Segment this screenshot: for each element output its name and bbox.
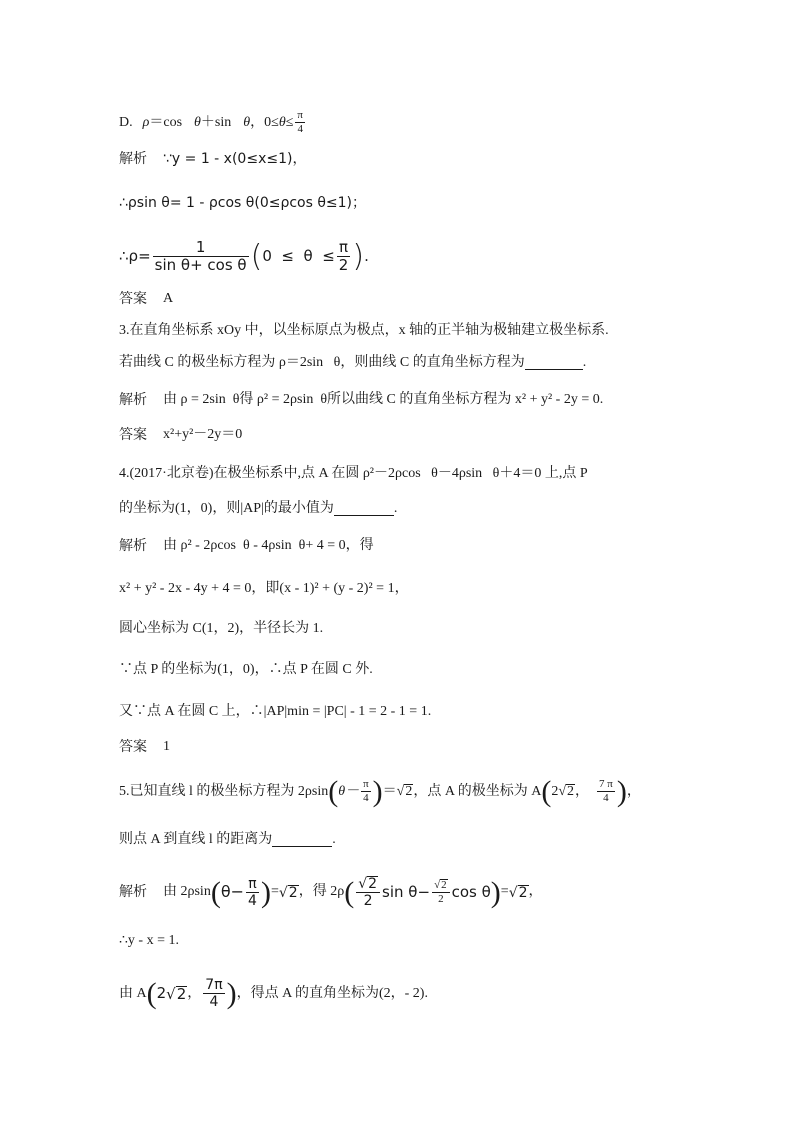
pi-over-4: [295, 110, 305, 135]
pi-over-2: [337, 240, 351, 273]
numerator: √ 2: [434, 879, 447, 891]
question-text: ，点 A 的极坐标为 A: [413, 783, 542, 799]
solution-4-line-1: [119, 539, 374, 553]
solution-text: 由 ρ² - 2ρcos θ - 4ρsin θ+ 4 = 0，得: [163, 538, 374, 553]
solution-text: 2: [156, 984, 167, 1002]
solution-text: 由 ρ = 2sin θ得 ρ² = 2ρsin θ所以曲线 C 的直角坐标方程为 x² + y² - 2y = 0.: [163, 392, 604, 407]
solution-text: ∴y - x = 1.: [119, 933, 179, 948]
denominator: sin θ+ cos θ: [154, 256, 247, 274]
denominator: 4: [248, 892, 257, 909]
solution-text: 由 2ρsin: [163, 884, 211, 899]
radicand: 2: [176, 984, 187, 1003]
question-text: 5.已知直线 l 的极坐标方程为 2ρsin: [119, 783, 329, 799]
question-5-line-2: [119, 832, 336, 847]
fraction: [153, 240, 249, 273]
answer-blank: [334, 501, 394, 516]
solution-4-line-5: [119, 705, 431, 719]
solution-1-line-3: [119, 240, 369, 273]
denominator: 4: [603, 792, 609, 804]
numerator: π: [297, 109, 303, 121]
solution-label: 解析: [119, 884, 147, 900]
solution-5-line-2: [119, 934, 179, 948]
sqrt: √ 2: [508, 884, 528, 901]
solution-1-line-2: [119, 196, 366, 210]
numerator: √ 2: [358, 876, 378, 892]
question-text: 3.在直角坐标系 xOy 中，以坐标原点为极点，x 轴的正半轴为极轴建立极坐标系.: [119, 323, 609, 338]
radicand: 2: [405, 784, 413, 799]
solution-5-line-1: [119, 876, 543, 908]
question-text: 的坐标为(1，0)，则|AP|的最小值为: [119, 500, 334, 516]
solution-text: ∵y = 1 - x(0≤x≤1)，: [163, 151, 307, 167]
solution-text: 0 ≤ θ ≤: [262, 247, 335, 265]
denominator: 4: [297, 123, 303, 135]
answer-blank: [525, 355, 583, 370]
solution-3: [119, 393, 603, 407]
radicand: 2: [288, 884, 298, 901]
numerator: π: [339, 238, 349, 256]
solution-text: 又∵点 A 在圆 C 上，∴|AP|min = |PC| - 1 = 2 - 1 = 1.: [119, 704, 432, 719]
radicand: 2: [518, 884, 528, 901]
text: ，0≤: [250, 114, 279, 130]
solution-4-line-3: [119, 622, 323, 636]
option-d: [119, 110, 307, 135]
sqrt2-over-2: [356, 876, 380, 908]
denominator: 2: [363, 893, 373, 909]
solution-text: ∴ρ=: [119, 247, 151, 265]
left-paren: (: [210, 875, 221, 909]
solution-text: =: [270, 884, 279, 899]
answer-label: 答案: [119, 427, 147, 443]
theta-symbol: θ: [243, 114, 251, 130]
pi-over-4: [246, 877, 259, 908]
question-4-line-2: [119, 501, 397, 516]
answer-label: 答案: [119, 291, 147, 307]
text: ＝cos: [149, 114, 183, 130]
question-3-line-1: [119, 324, 609, 338]
sqrt: √ 2: [558, 784, 574, 799]
sqrt2-over-2: [432, 879, 450, 905]
solution-text: ，得点 A 的直角坐标为(2，- 2).: [236, 985, 428, 1001]
solution-text: 圆心坐标为 C(1，2)，半径长为 1.: [119, 621, 324, 636]
question-3-line-2: [119, 355, 586, 370]
numerator: π: [248, 875, 257, 892]
answer-value: A: [163, 291, 174, 306]
sqrt: √ 2: [396, 784, 413, 799]
theta-symbol: θ: [278, 114, 286, 130]
solution-text: ∵点 P 的坐标为(1，0)，∴点 P 在圆 C 外.: [119, 662, 373, 677]
question-text: θ－: [338, 783, 360, 799]
text: ＋sin: [200, 114, 232, 130]
question-text: 则点 A 到直线 l 的距离为: [119, 831, 273, 847]
right-paren: ): [226, 977, 237, 1010]
pi-over-4: [361, 779, 371, 804]
theta-symbol: θ: [194, 114, 201, 130]
solution-text: .: [364, 247, 369, 265]
question-4-line-1: [119, 467, 588, 481]
solution-text: ，: [528, 884, 543, 899]
solution-text: 由 A: [119, 985, 147, 1001]
question-text: 4.(2017·北京卷)在极坐标系中,点 A 在圆 ρ²－2ρcos θ－4ρsin θ＋4＝0 上,点 P: [119, 466, 588, 481]
denominator: 4: [363, 792, 369, 804]
radicand: 2: [368, 876, 378, 892]
right-paren: ): [490, 875, 501, 909]
option-d-label: D.: [119, 114, 133, 130]
seven-pi-over-4: [597, 779, 615, 804]
left-paren: (: [541, 775, 552, 808]
solution-4-line-4: [119, 663, 373, 677]
denominator: 2: [338, 256, 349, 274]
denominator: 4: [209, 994, 219, 1010]
left-paren: (: [328, 775, 339, 808]
question-text: ＝: [382, 783, 397, 799]
solution-label: 解析: [119, 392, 147, 408]
question-text: ，: [626, 783, 641, 799]
solution-text: =: [500, 884, 509, 899]
answer-value: 1: [163, 739, 170, 754]
denominator: 2: [438, 893, 444, 905]
answer-value: x²+y²－2y＝0: [163, 427, 243, 442]
solution-text: ，: [187, 985, 202, 1001]
rho-symbol: ρ: [142, 114, 150, 130]
solution-1-line-1: [119, 152, 306, 166]
question-text: .: [332, 831, 336, 847]
numerator: 7π: [205, 977, 223, 993]
sqrt: √ 2: [166, 984, 187, 1003]
left-paren: (: [146, 977, 157, 1010]
answer-4: [119, 740, 170, 754]
numerator: π: [363, 778, 369, 790]
numerator: 7 π: [599, 778, 613, 790]
sqrt: √ 2: [278, 884, 298, 901]
text: ≤: [285, 114, 294, 130]
question-text: ，: [575, 783, 589, 799]
question-5-line-1: [119, 775, 641, 808]
right-paren: ): [372, 775, 383, 808]
solution-text: θ−: [220, 882, 245, 901]
right-paren: ): [352, 239, 365, 274]
left-paren: (: [344, 875, 355, 909]
answer-blank: [272, 832, 332, 847]
answer-3: [119, 428, 242, 442]
right-paren: ): [616, 775, 627, 808]
solution-label: 解析: [119, 538, 147, 554]
answer-label: 答案: [119, 739, 147, 755]
numerator: 1: [195, 238, 206, 256]
seven-pi-over-4: [203, 978, 224, 1009]
solution-label: 解析: [119, 151, 147, 167]
solution-text: ∴ρsin θ= 1 - ρcos θ(0≤ρcos θ≤1)；: [119, 195, 367, 211]
question-text: 若曲线 C 的极坐标方程为 ρ＝2sin θ，则曲线 C 的直角坐标方程为: [119, 354, 525, 370]
radicand: 2: [441, 879, 447, 891]
question-text: .: [393, 500, 398, 516]
radicand: 2: [567, 784, 574, 799]
solution-5-line-3: [119, 978, 428, 1009]
right-paren: ): [260, 875, 271, 909]
solution-4-line-2: [119, 582, 409, 596]
question-text: 2: [551, 783, 559, 799]
left-paren: (: [250, 239, 263, 274]
solution-text: cos θ: [451, 882, 491, 901]
solution-text: ，得 2ρ: [298, 884, 345, 899]
solution-text: sin θ−: [382, 882, 431, 901]
question-text: .: [582, 354, 587, 370]
solution-text: x² + y² - 2x - 4y + 4 = 0，即(x - 1)² + (y - 2)² = 1，: [119, 581, 409, 596]
answer-1: [119, 292, 173, 306]
